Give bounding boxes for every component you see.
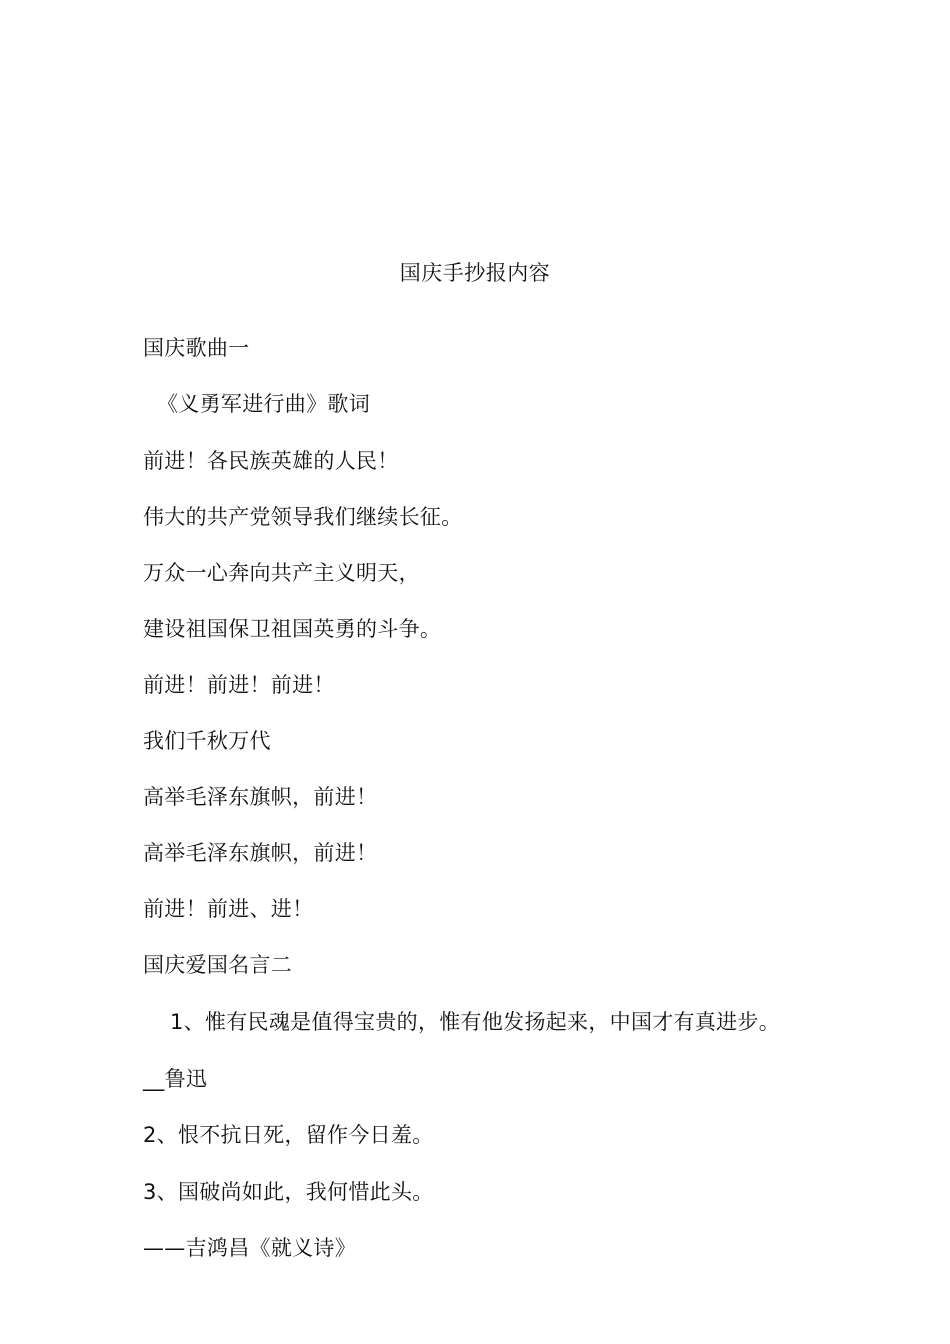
lyric-line: 高举毛泽东旗帜，前进！ — [143, 785, 378, 809]
quote-attribution: ——吉鸿昌《就义诗》 — [143, 1236, 356, 1260]
section-heading-quotes: 国庆爱国名言二 — [143, 953, 293, 977]
lyric-line: 前进！前进！前进！ — [143, 673, 335, 697]
lyric-line: 建设祖国保卫祖国英勇的斗争。 — [143, 617, 442, 641]
song-title: 《义勇军进行曲》歌词 — [157, 392, 370, 416]
lyric-line: 前进！前进、进！ — [143, 897, 314, 921]
quote-line: 2、恨不抗日死，留作今日羞。 — [143, 1123, 434, 1147]
lyric-line: 我们千秋万代 — [143, 729, 271, 753]
lyric-line: 万众一心奔向共产主义明天， — [143, 561, 420, 585]
document-title: 国庆手抄报内容 — [399, 261, 551, 285]
lyric-line: 前进！各民族英雄的人民！ — [143, 449, 399, 473]
lyric-line: 高举毛泽东旗帜，前进！ — [143, 841, 378, 865]
lyric-line: 伟大的共产党领导我们继续长征。 — [143, 505, 463, 529]
quote-attribution: __鲁迅 — [143, 1067, 208, 1091]
quote-line: 3、国破尚如此，我何惜此头。 — [143, 1180, 434, 1204]
quote-line: 1、惟有民魂是值得宝贵的，惟有他发扬起来，中国才有真进步。 — [170, 1010, 781, 1034]
section-heading-songs: 国庆歌曲一 — [143, 336, 250, 360]
